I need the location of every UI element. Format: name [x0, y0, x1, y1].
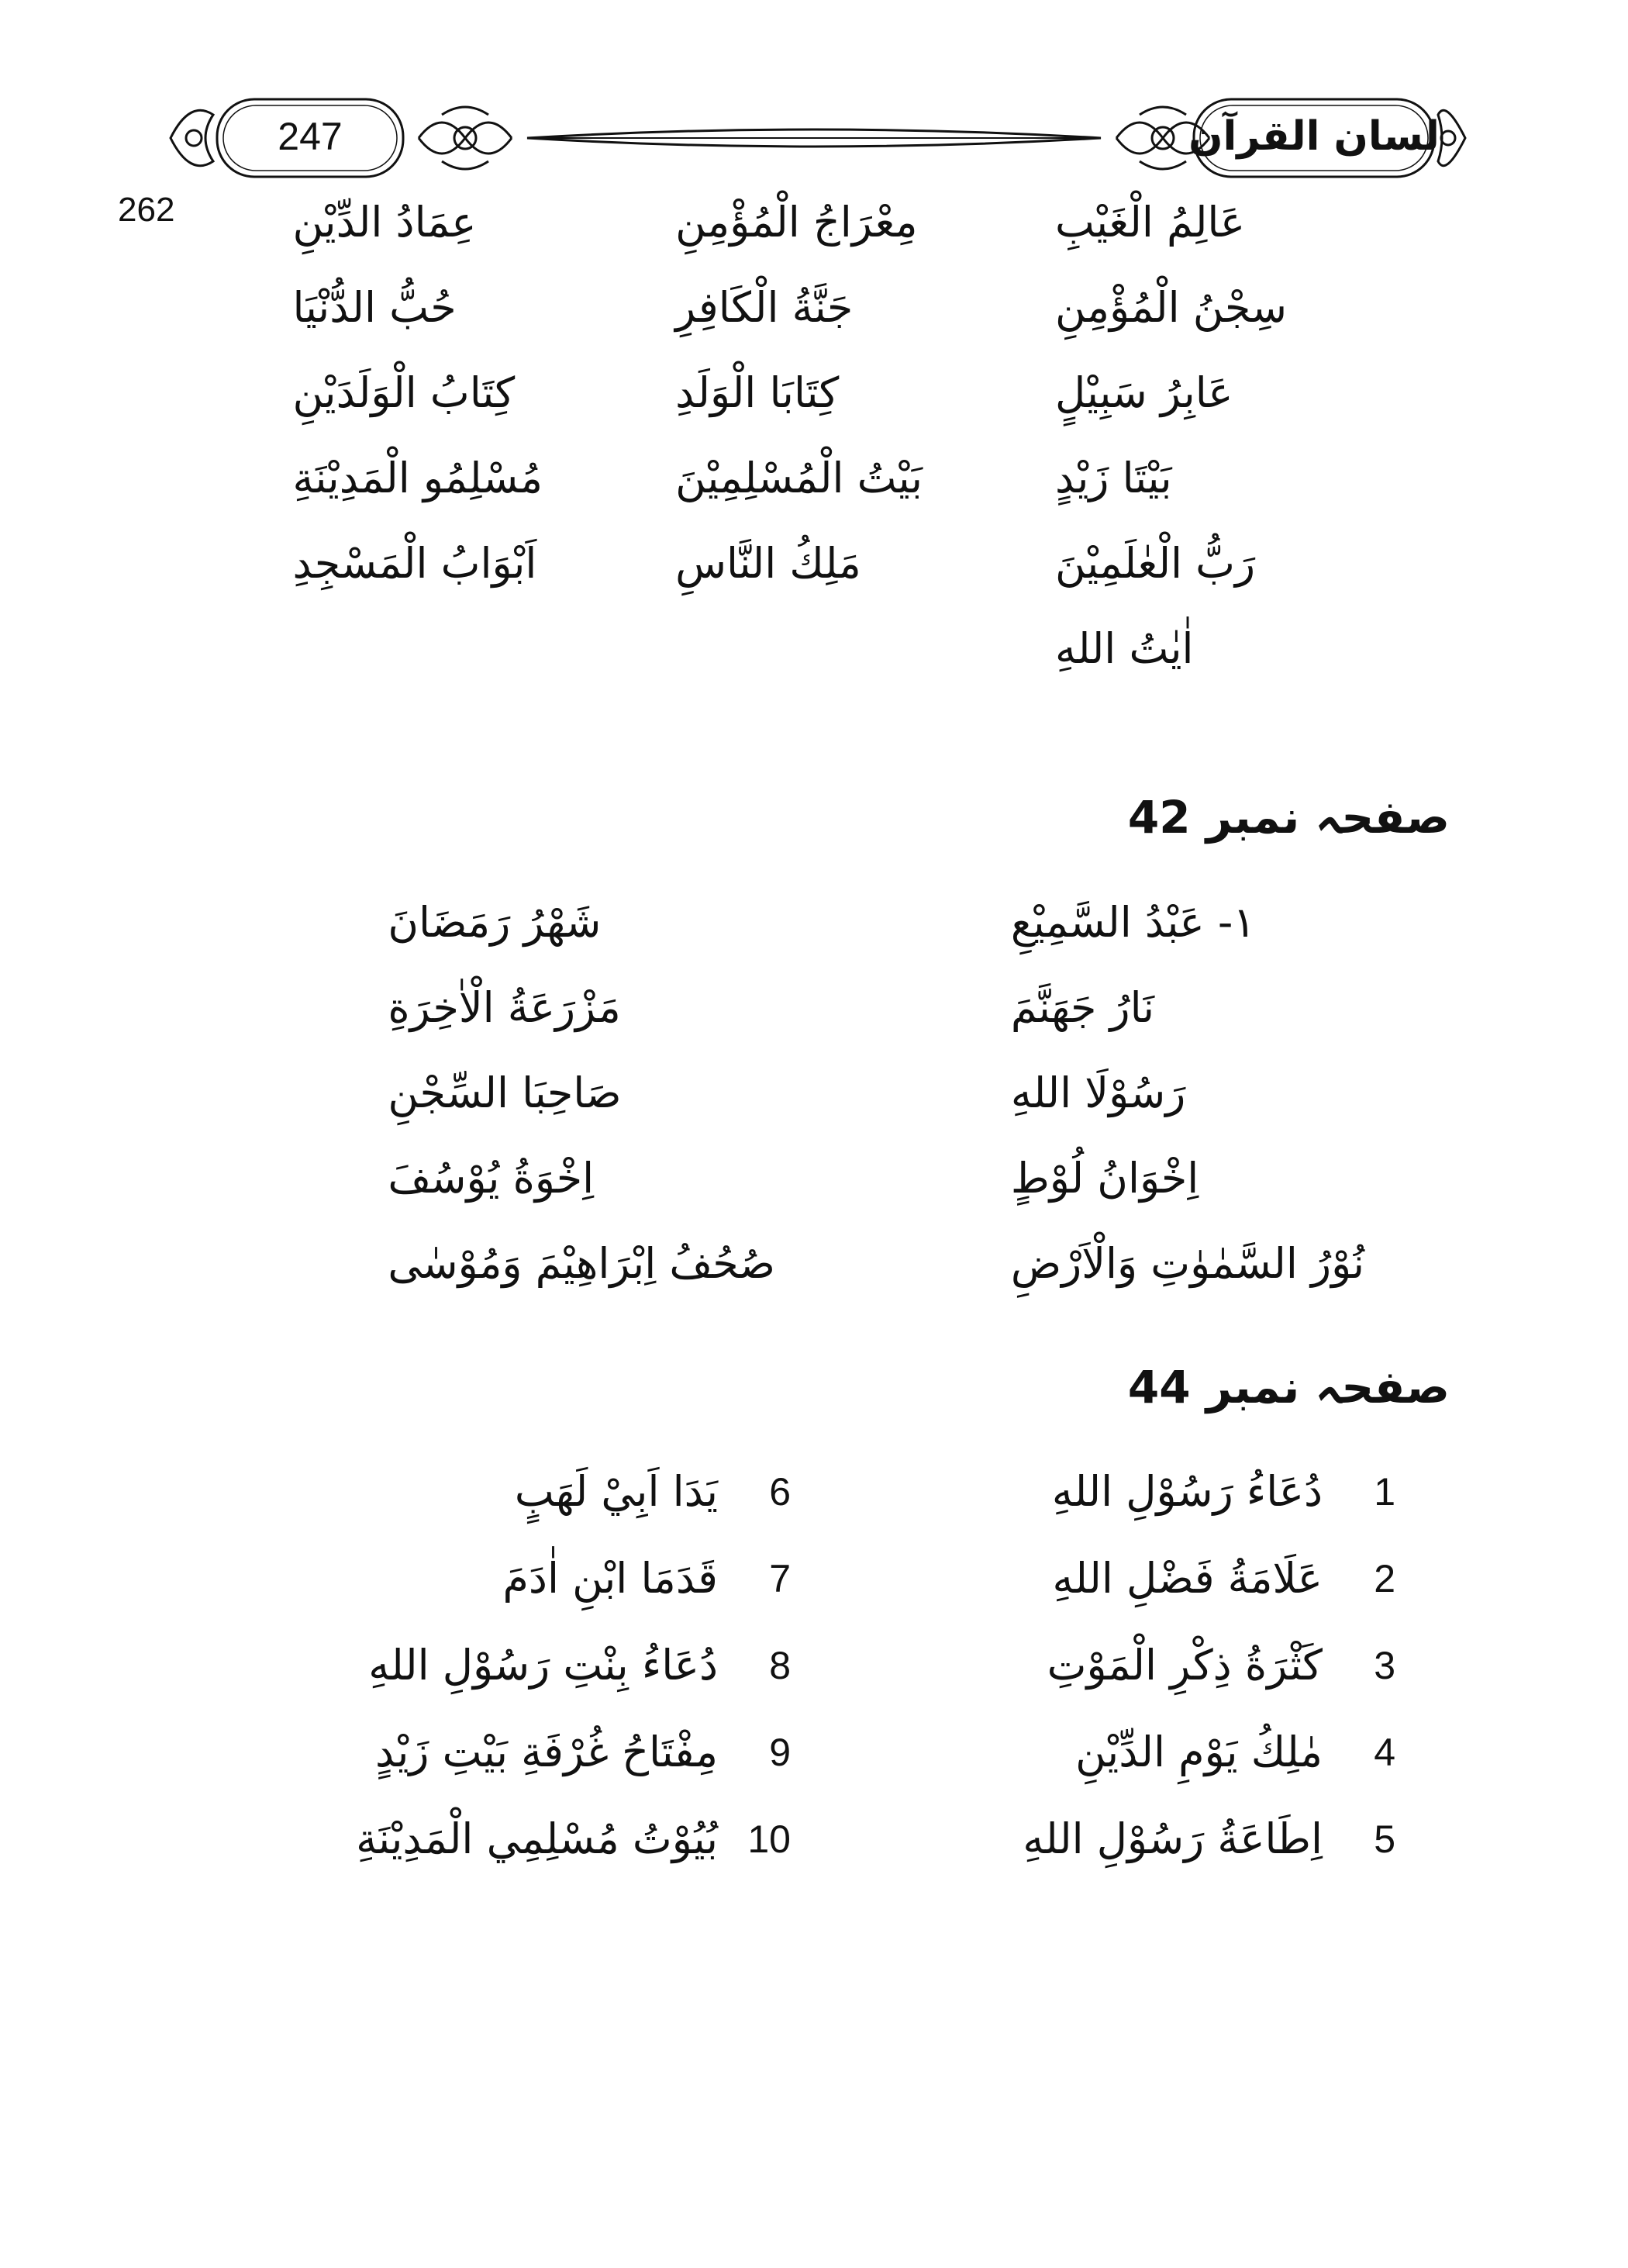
phrase: اِخْوَةُ يُوْسُفَ [388, 1154, 595, 1203]
phrase: عِمَادُ الدِّيْنِ [292, 198, 477, 247]
section1-column-3 [292, 180, 543, 606]
phrase: كِتَابَا الْوَلَدِ [675, 368, 840, 417]
phrase: رَسُوْلَا اللهِ [1010, 1068, 1186, 1117]
item-number: 7 [769, 1557, 791, 1600]
item-phrase: دُعَاءُ رَسُوْلِ اللهِ [1051, 1467, 1323, 1516]
side-page-number: 262 [118, 191, 175, 229]
numbered-item [356, 1796, 791, 1883]
item-number: 10 [747, 1818, 791, 1861]
phrase: ١- عَبْدُ السَّمِيْعِ [1010, 898, 1256, 947]
phrase: صَاحِبَا السِّجْنِ [388, 1068, 622, 1117]
item-number: 3 [1374, 1644, 1395, 1687]
numbered-item [375, 1709, 791, 1796]
section2-column-1 [1011, 880, 1364, 1307]
item-number: 4 [1374, 1731, 1395, 1774]
item-number: 8 [769, 1644, 791, 1687]
phrase: مُسْلِمُو الْمَدِيْنَةِ [292, 454, 543, 502]
item-number: 9 [769, 1731, 791, 1774]
phrase: عَالِمُ الْغَيْبِ [1055, 198, 1246, 247]
section3-column-1 [1023, 1448, 1395, 1883]
numbered-item [1052, 1448, 1395, 1535]
item-phrase: كَثْرَةُ ذِكْرِ الْمَوْتِ [1047, 1641, 1323, 1690]
phrase: عَابِرُ سَبِيْلٍ [1055, 368, 1233, 417]
phrase: نَارُ جَهَنَّمَ [1010, 983, 1155, 1032]
item-phrase: عَلَامَةُ فَضْلِ اللهِ [1052, 1554, 1323, 1603]
page-header [155, 84, 1473, 192]
section2-column-2 [388, 880, 775, 1307]
phrase: رَبُّ الْعٰلَمِيْنَ [1055, 539, 1256, 588]
numbered-item [1075, 1709, 1395, 1796]
phrase: شَهْرُ رَمَضَانَ [388, 898, 602, 947]
phrase: اٰيٰتُ اللهِ [1055, 624, 1194, 673]
phrase: نُوْرُ السَّمٰوٰتِ وَالْاَرْضِ [1010, 1239, 1364, 1288]
numbered-item [1047, 1622, 1395, 1709]
numbered-item [368, 1622, 791, 1709]
section1-column-1 [1055, 180, 1287, 692]
section3-column-2 [356, 1448, 791, 1883]
item-phrase: دُعَاءُ بِنْتِ رَسُوْلِ اللهِ [368, 1641, 718, 1690]
phrase: اَبْوَابُ الْمَسْجِدِ [292, 539, 537, 588]
numbered-item [515, 1448, 791, 1535]
item-phrase: مِفْتَاحُ غُرْفَةِ بَيْتِ زَيْدٍ [375, 1728, 718, 1776]
item-phrase: بُيُوْتُ مُسْلِمِي الْمَدِيْنَةِ [356, 1814, 718, 1863]
phrase: حُبُّ الدُّنْيَا [292, 283, 457, 332]
section-heading: صفحہ نمبر 44 [1127, 1361, 1450, 1414]
numbered-item [1053, 1535, 1395, 1622]
phrase: جَنَّةُ الْكَافِرِ [675, 283, 854, 332]
numbered-item [1023, 1796, 1395, 1883]
item-phrase: مٰلِكُ يَوْمِ الدِّيْنِ [1075, 1728, 1323, 1776]
numbered-item [503, 1535, 792, 1622]
item-phrase: قَدَمَا ابْنِ اٰدَمَ [502, 1554, 718, 1603]
item-number: 5 [1374, 1818, 1395, 1861]
item-number: 1 [1374, 1470, 1395, 1514]
phrase: بَيْتُ الْمُسْلِمِيْنَ [675, 454, 923, 502]
phrase: بَيْتَا زَيْدٍ [1055, 454, 1172, 502]
section1-column-2 [675, 180, 923, 606]
phrase: صُحُفُ اِبْرَاهِيْمَ وَمُوْسٰى [388, 1239, 775, 1288]
item-number: 2 [1374, 1557, 1395, 1600]
phrase: سِجْنُ الْمُؤْمِنِ [1055, 283, 1287, 332]
phrase: كِتَابُ الْوَلَدَيْنِ [292, 368, 516, 417]
phrase: مِعْرَاجُ الْمُؤْمِنِ [675, 198, 918, 247]
book-title: لسان القرآن [1188, 113, 1440, 160]
item-number: 6 [769, 1470, 791, 1514]
phrase: مَزْرَعَةُ الْاٰخِرَةِ [388, 983, 621, 1032]
page-number: 247 [278, 115, 343, 158]
section-heading: صفحہ نمبر 42 [1127, 791, 1450, 844]
phrase: مَلِكُ النَّاسِ [675, 539, 861, 588]
phrase: اِخْوَانُ لُوْطٍ [1010, 1154, 1199, 1203]
item-phrase: اِطَاعَةُ رَسُوْلِ اللهِ [1023, 1814, 1323, 1863]
item-phrase: يَدَا اَبِيْ لَهَبٍ [514, 1467, 718, 1516]
